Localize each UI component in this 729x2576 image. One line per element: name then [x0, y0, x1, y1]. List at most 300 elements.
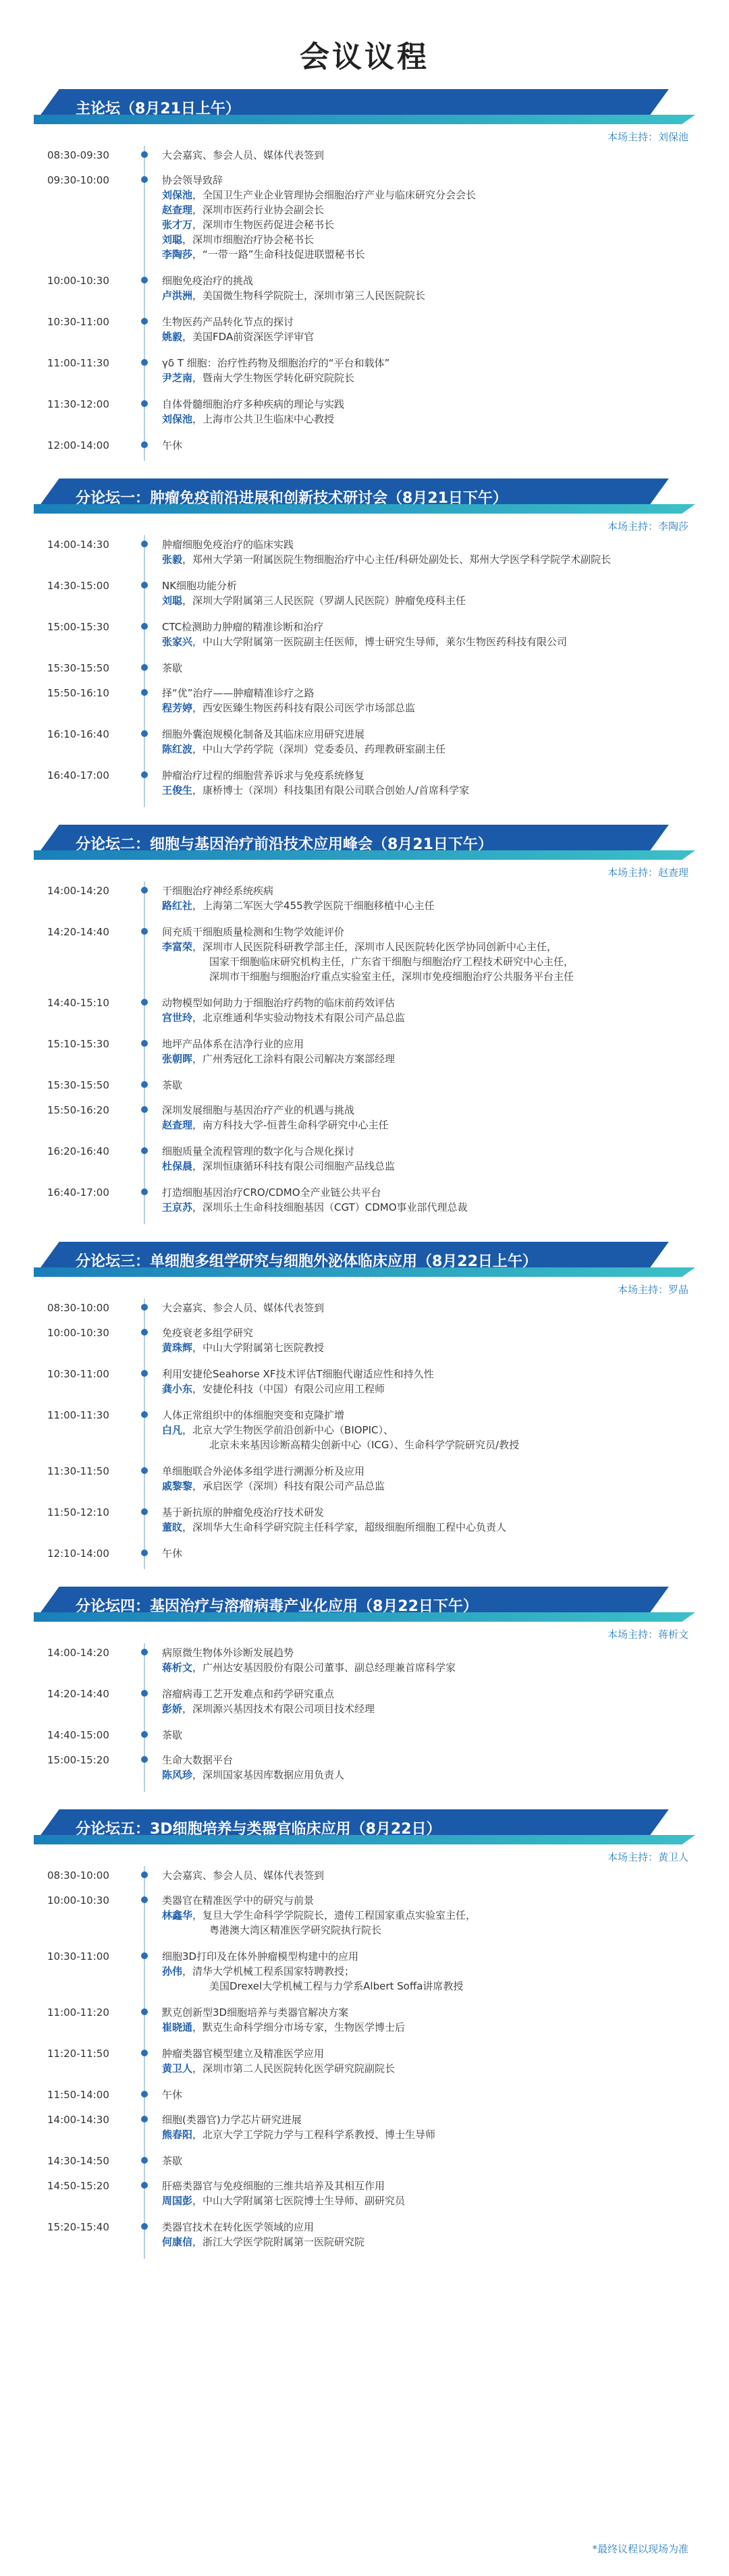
speaker-desc-continued: 北京未来基因诊断高精尖创新中心（ICG）、生命科学学院研究员/教授 — [209, 1439, 520, 1451]
agenda-list — [34, 535, 695, 807]
speaker-line: 崔晓通，默克生命科学细分市场专家，生物医学博士后 — [162, 2021, 406, 2033]
agenda-time: 11:00-11:20 — [47, 2006, 109, 2019]
session-host: 本场主持：李陶莎 — [607, 520, 688, 532]
agenda-content — [155, 1643, 695, 1684]
agenda-time: 15:20-15:40 — [47, 2221, 109, 2233]
timeline — [135, 1183, 155, 1224]
timeline-dot — [141, 2008, 148, 2015]
speaker-name: 何康信 — [162, 2236, 193, 2248]
speaker-line: 张毅，郑州大学第一附属医院生物细胞治疗中心主任/科研处副处长、郑州大学医学科学院学术副院长 — [162, 553, 612, 566]
agenda-topic: 细胞3D打印及在体外肿瘤模型构建中的应用 — [162, 1950, 359, 1963]
timeline-dot — [141, 999, 148, 1006]
timeline — [135, 1101, 155, 1142]
speaker-line: 王京苏，深圳乐土生命科技细胞基因（CGT）CDMO事业部代理总裁 — [162, 1201, 468, 1213]
agenda-list — [34, 1866, 695, 2259]
agenda-time: 15:00-15:20 — [47, 1754, 109, 1766]
agenda-content — [155, 354, 695, 395]
agenda-time: 10:30-11:00 — [47, 1950, 109, 1963]
speaker-line: 李陶莎，“一带一路”生命科技促进联盟秘书长 — [162, 248, 365, 261]
agenda-list — [34, 881, 695, 1224]
agenda-item — [34, 146, 695, 171]
session-banner — [34, 1242, 695, 1277]
speaker-desc: 广州秀冠化工涂料有限公司解决方案部经理 — [202, 1053, 396, 1065]
agenda-time: 14:20-14:40 — [47, 1688, 109, 1700]
speaker-line: 卢洪洲，美国微生物科学院院士，深圳市第三人民医院院长 — [162, 290, 426, 302]
agenda-time: 10:30-11:00 — [47, 1368, 109, 1380]
timeline — [135, 576, 155, 618]
timeline-dot — [141, 623, 148, 630]
agenda-content — [155, 535, 695, 576]
speaker-line: 王俊生，康桥博士（深圳）科技集团有限公司联合创始人/首席科学家 — [162, 784, 470, 796]
agenda-item — [34, 993, 695, 1035]
timeline — [135, 271, 155, 312]
speaker-line: 刘聪，深圳大学附属第三人民医院（罗湖人民医院）肿瘤免疫科主任 — [162, 595, 466, 607]
agenda-topic: 地坪产品体系在洁净行业的应用 — [162, 1038, 304, 1050]
agenda-time: 14:00-14:20 — [47, 1647, 109, 1659]
timeline-dot — [141, 1147, 148, 1154]
agenda-time: 09:30-10:00 — [47, 174, 109, 186]
speaker-name: 宫世玲 — [162, 1012, 193, 1024]
agenda-topic: 利用安捷伦Seahorse XF技术评估T细胞代谢适应性和持久性 — [162, 1368, 434, 1380]
timeline — [135, 1643, 155, 1684]
timeline-dot — [141, 1550, 148, 1556]
speaker-line: 熊春阳，北京大学工学院力学与工程科学系教授、博士生导师 — [162, 2129, 436, 2141]
speaker-name: 张才万 — [162, 219, 193, 231]
timeline-dot — [141, 359, 148, 366]
speaker-name: 戚黎黎 — [162, 1480, 193, 1492]
agenda-topic: 间充质干细胞质量检测和生物学效能评价 — [162, 926, 345, 938]
speaker-name: 黄珠辉 — [162, 1342, 193, 1354]
agenda-item — [34, 1947, 695, 2003]
speaker-name: 李富荣 — [162, 941, 193, 953]
agenda-content — [155, 1726, 695, 1751]
timeline-dot — [141, 1690, 148, 1697]
agenda-topic: 午休 — [162, 1547, 183, 1560]
speaker-desc: 全国卫生产业企业管理协会细胞治疗产业与临床研究分会会长 — [202, 189, 477, 201]
agenda-topic: 大会嘉宾、参会人员、媒体代表签到 — [162, 1869, 325, 1882]
session-title: 分论坛二：细胞与基因治疗前沿技术应用峰会（8月21日下午） — [76, 836, 493, 853]
agenda-topic: 类器官在精准医学中的研究与前景 — [162, 1894, 315, 1907]
agenda-time: 16:10-16:40 — [47, 728, 109, 740]
agenda-content — [155, 2044, 695, 2085]
speaker-line: 赵查理，南方科技大学-恒普生命科学研究中心主任 — [162, 1119, 389, 1131]
speaker-line: 刘保池，全国卫生产业企业管理协会细胞治疗产业与临床研究分会会长 — [162, 189, 477, 201]
timeline — [135, 993, 155, 1035]
timeline-dot — [141, 1896, 148, 1903]
speaker-name: 白凡 — [162, 1424, 183, 1436]
agenda-topic: 生命大数据平台 — [162, 1754, 234, 1766]
session-block — [34, 825, 695, 1224]
speaker-name: 张毅 — [162, 553, 183, 566]
agenda-item — [34, 576, 695, 618]
agenda-item — [34, 684, 695, 725]
agenda-item — [34, 312, 695, 354]
speaker-name: 王京苏 — [162, 1201, 193, 1213]
speaker-line: 路红社，上海第二军医大学455教学医院干细胞移植中心主任 — [162, 900, 435, 912]
agenda-time: 11:20-11:50 — [47, 2048, 109, 2060]
agenda-item — [34, 1076, 695, 1101]
speaker-desc: 郑州大学第一附属医院生物细胞治疗中心主任/科研处副处长、郑州大学医学科学院学术副院长 — [192, 553, 612, 566]
agenda-time: 15:00-15:30 — [47, 621, 109, 633]
speaker-desc: 深圳华大生命科学研究院主任科学家，超级细胞所细胞工程中心负责人 — [192, 1521, 507, 1533]
timeline — [135, 725, 155, 766]
speaker-name: 赵查理 — [162, 204, 193, 216]
agenda-topic: 自体骨髓细胞治疗多种疾病的理论与实践 — [162, 398, 345, 410]
timeline — [135, 684, 155, 725]
speaker-name: 卢洪洲 — [162, 290, 193, 302]
timeline — [135, 436, 155, 461]
speaker-name: 姚毅 — [162, 331, 183, 343]
speaker-name: 林鑫华 — [162, 1909, 193, 1921]
speaker-desc: 深圳源兴基因技术有限公司项目技术经理 — [192, 1703, 375, 1715]
agenda-topic: 基于新抗原的肿瘤免疫治疗技术研发 — [162, 1506, 325, 1518]
timeline-dot — [141, 1508, 148, 1515]
agenda-topic: 单细胞联合外泌体多组学进行溯源分析及应用 — [162, 1465, 365, 1477]
agenda-topic: γδ T 细胞：治疗性药物及细胞治疗的“平台和载体” — [162, 357, 390, 369]
agenda-item — [34, 1751, 695, 1792]
speaker-desc: 上海第二军医大学455教学医院干细胞移植中心主任 — [202, 900, 435, 912]
agenda-content — [155, 146, 695, 171]
session-title: 分论坛四：基因治疗与溶瘤病毒产业化应用（8月22日下午） — [76, 1598, 478, 1615]
timeline-dot — [141, 2050, 148, 2056]
timeline — [135, 535, 155, 576]
agenda-topic: 默克创新型3D细胞培养与类器官解决方案 — [162, 2006, 349, 2019]
agenda-topic: 细胞(类器官)力学芯片研究进展 — [162, 2114, 302, 2126]
agenda-item — [34, 436, 695, 461]
speaker-desc-continued: 粤港澳大湾区精准医学研究院执行院长 — [209, 1924, 382, 1936]
agenda-time: 14:40-15:10 — [47, 997, 109, 1009]
timeline — [135, 1365, 155, 1406]
session-block — [34, 1242, 695, 1569]
agenda-time: 14:00-14:30 — [47, 539, 109, 551]
speaker-desc: 深圳市人民医院科研教学部主任，深圳市人民医院转化医学协同创新中心主任， — [202, 941, 558, 953]
agenda-item — [34, 2044, 695, 2085]
agenda-topic: 动物模型如何助力于细胞治疗药物的临床前药效评估 — [162, 997, 396, 1009]
timeline — [135, 1503, 155, 1544]
agenda-content — [155, 1751, 695, 1792]
agenda-content — [155, 436, 695, 461]
agenda-time: 12:10-14:00 — [47, 1547, 109, 1560]
session-banner — [34, 825, 695, 860]
speaker-line-continued — [162, 1923, 695, 1938]
agenda-time: 14:00-14:30 — [47, 2114, 109, 2126]
agenda-content — [155, 1365, 695, 1406]
agenda-content — [155, 576, 695, 618]
timeline-dot — [141, 1649, 148, 1655]
agenda-item — [34, 725, 695, 766]
session-block — [34, 1809, 695, 2259]
speaker-desc: 中山大学附属第七医院博士生导师、副研究员 — [202, 2195, 406, 2207]
agenda-topic: 肝癌类器官与免疫细胞的三维共培养及其相互作用 — [162, 2180, 385, 2192]
agenda-content — [155, 1101, 695, 1142]
speaker-name: 彭娇 — [162, 1703, 183, 1715]
agenda-time: 10:00-10:30 — [47, 275, 109, 287]
agenda-content — [155, 1891, 695, 1947]
agenda-item — [34, 171, 695, 271]
agenda-topic: 溶瘤病毒工艺开发难点和药学研究重点 — [162, 1688, 335, 1700]
agenda-time: 14:20-14:40 — [47, 926, 109, 938]
timeline — [135, 1076, 155, 1101]
agenda-time: 14:40-15:00 — [47, 1729, 109, 1741]
agenda-content — [155, 1298, 695, 1323]
speaker-line: 张家兴，中山大学附属第一医院副主任医师，博士研究生导师，莱尔生物医药科技有限公司 — [162, 636, 568, 648]
agenda-content — [155, 2110, 695, 2152]
agenda-topic: 细胞外囊泡规模化制备及其临床应用研究进展 — [162, 728, 365, 740]
timeline-dot — [141, 1467, 148, 1474]
session-block — [34, 1587, 695, 1792]
speaker-desc: 上海市公共卫生临床中心教授 — [202, 413, 335, 425]
agenda-topic: 肿瘤类器官模型建立及精准医学应用 — [162, 2048, 325, 2060]
timeline-dot — [141, 1040, 148, 1047]
session-host: 本场主持：刘保池 — [607, 131, 688, 143]
agenda-content — [155, 659, 695, 684]
speaker-line-continued — [162, 954, 695, 969]
agenda-topic: NK细胞功能分析 — [162, 580, 238, 592]
speaker-line: 宫世玲，北京维通利华实验动物技术有限公司产品总监 — [162, 1012, 406, 1024]
agenda-item — [34, 2218, 695, 2259]
timeline — [135, 1462, 155, 1503]
timeline-dot — [141, 1756, 148, 1763]
speaker-line: 李富荣，深圳市人民医院科研教学部主任，深圳市人民医院转化医学协同创新中心主任， — [162, 941, 558, 953]
session-banner — [34, 478, 695, 514]
agenda-item — [34, 1891, 695, 1947]
speaker-name: 熊春阳 — [162, 2129, 193, 2141]
agenda-content — [155, 395, 695, 436]
agenda-content — [155, 1503, 695, 1544]
agenda-item — [34, 1035, 695, 1076]
timeline-dot — [141, 1304, 148, 1311]
timeline-dot — [141, 1081, 148, 1088]
speaker-desc: 复旦大学生命科学学院院长，遗传工程国家重点实验室主任， — [202, 1909, 477, 1921]
speaker-name: 杜保晨 — [162, 1160, 193, 1172]
agenda-content — [155, 1684, 695, 1726]
session-block — [34, 478, 695, 807]
agenda-topic: 茶歇 — [162, 1729, 183, 1741]
agenda-item — [34, 2110, 695, 2152]
session-host: 本场主持：罗晶 — [617, 1284, 688, 1296]
agenda-content — [155, 2176, 695, 2218]
timeline-dot — [141, 582, 148, 588]
agenda-topic: 大会嘉宾、参会人员、媒体代表签到 — [162, 149, 325, 161]
agenda-time: 15:30-15:50 — [47, 662, 109, 674]
speaker-name: 陈风珍 — [162, 1769, 193, 1781]
agenda-topic: 肿瘤治疗过程的细胞营养诉求与免疫系统修复 — [162, 769, 365, 782]
timeline-dot — [141, 2157, 148, 2164]
agenda-topic: 干细胞治疗神经系统疾病 — [162, 885, 274, 897]
timeline — [135, 1323, 155, 1365]
agenda-item — [34, 2176, 695, 2218]
agenda-content — [155, 923, 695, 993]
speaker-desc: 深圳市细胞治疗协会秘书长 — [192, 234, 315, 246]
session-title: 分论坛三：单细胞多组学研究与细胞外泌体临床应用（8月22日上午） — [76, 1253, 537, 1270]
speaker-line: 周国彭，中山大学附属第七医院博士生导师、副研究员 — [162, 2195, 406, 2207]
agenda-item — [34, 1183, 695, 1224]
agenda-time: 14:30-15:00 — [47, 580, 109, 592]
agenda-content — [155, 1183, 695, 1224]
session-title: 主论坛（8月21日上午） — [76, 101, 240, 117]
agenda-time: 08:30-10:00 — [47, 1302, 109, 1314]
agenda-topic: 协会领导致辞 — [162, 174, 223, 186]
speaker-line: 白凡，北京大学生物医学前沿创新中心（BIOPIC）、 — [162, 1424, 394, 1436]
speaker-desc-continued: 国家干细胞临床研究机构主任，广东省干细胞与细胞治疗工程技术研究中心主任， — [209, 956, 574, 968]
session-title: 分论坛五：3D细胞培养与类器官临床应用（8月22日） — [76, 1821, 441, 1838]
session-host: 本场主持：黄卫人 — [607, 1851, 688, 1863]
timeline — [135, 1298, 155, 1323]
speaker-line: 姚毅，美国FDA前资深医学评审官 — [162, 331, 315, 343]
speaker-desc: 深圳市生物医药促进会秘书长 — [202, 219, 335, 231]
timeline — [135, 923, 155, 993]
session-host: 本场主持：蒋析文 — [607, 1628, 688, 1641]
speaker-line: 尹芝南，暨南大学生物医学转化研究院院长 — [162, 372, 355, 384]
agenda-time: 14:50-15:20 — [47, 2180, 109, 2192]
agenda-content — [155, 1462, 695, 1503]
speaker-desc-continued: 深圳市干细胞与细胞治疗重点实验室主任，深圳市免疫细胞治疗公共服务平台主任 — [209, 970, 574, 983]
speaker-name: 董旼 — [162, 1521, 183, 1533]
agenda-content — [155, 1142, 695, 1183]
timeline-dot — [141, 1106, 148, 1113]
speaker-line: 戚黎黎，承启医学（深圳）科技有限公司产品总监 — [162, 1480, 385, 1492]
speaker-desc: 中山大学附属第七医院教授 — [202, 1342, 325, 1354]
timeline-dot — [141, 1411, 148, 1418]
speaker-desc-continued: 美国Drexel大学机械工程与力学系Albert Soffa讲席教授 — [209, 1980, 464, 1992]
speaker-line: 黄珠辉，中山大学附属第七医院教授 — [162, 1342, 325, 1354]
speaker-name: 刘保池 — [162, 413, 193, 425]
speaker-line: 陈风珍，深圳国家基因库数据应用负责人 — [162, 1769, 345, 1781]
timeline-dot — [141, 771, 148, 778]
agenda-item — [34, 766, 695, 807]
speaker-desc: 深圳市医药行业协会副会长 — [202, 204, 325, 216]
timeline-dot — [141, 2116, 148, 2122]
agenda-topic: 生物医药产品转化节点的探讨 — [162, 316, 294, 328]
agenda-topic: 茶歇 — [162, 662, 183, 674]
agenda-item — [34, 1726, 695, 1751]
agenda-content — [155, 1866, 695, 1891]
speaker-line: 陈红波，中山大学药学院（深圳）党委委员、药理教研室副主任 — [162, 743, 446, 755]
agenda-item — [34, 1365, 695, 1406]
speaker-desc: 深圳大学附属第三人民医院（罗湖人民医院）肿瘤免疫科主任 — [192, 595, 466, 607]
speaker-line: 孙伟，清华大学机械工程系国家特聘教授； — [162, 1965, 355, 1977]
timeline — [135, 2085, 155, 2110]
agenda-list — [34, 1298, 695, 1569]
timeline-dot — [141, 2182, 148, 2189]
speaker-desc: 北京大学生物医学前沿创新中心（BIOPIC）、 — [192, 1424, 394, 1436]
agenda-topic: 打造细胞基因治疗CRO/CDMO全产业链公共平台 — [162, 1186, 381, 1199]
timeline-dot — [141, 2223, 148, 2230]
agenda-item — [34, 354, 695, 395]
agenda-content — [155, 1035, 695, 1076]
page-title: 会议议程 — [300, 40, 429, 74]
timeline-dot — [141, 1188, 148, 1195]
footnote: *最终议程以现场为准 — [592, 2543, 688, 2555]
speaker-line-continued — [162, 969, 695, 984]
speaker-name: 尹芝南 — [162, 372, 193, 384]
speaker-line: 程芳婷，西安医臻生物医药科技有限公司医学市场部总监 — [162, 702, 416, 714]
agenda-time: 11:30-12:00 — [47, 398, 109, 410]
agenda-topic: 茶歇 — [162, 1079, 183, 1091]
timeline — [135, 1947, 155, 2003]
agenda-item — [34, 271, 695, 312]
speaker-desc: 深圳市第二人民医院转化医学研究院副院长 — [202, 2062, 396, 2075]
agenda-time: 15:50-16:20 — [47, 1104, 109, 1116]
timeline-dot — [141, 400, 148, 407]
timeline — [135, 171, 155, 271]
timeline — [135, 1726, 155, 1751]
agenda-content — [155, 171, 695, 271]
agenda-content — [155, 1076, 695, 1101]
speaker-name: 黄卫人 — [162, 2062, 193, 2075]
timeline — [135, 146, 155, 171]
session-banner — [34, 89, 695, 124]
timeline — [135, 1684, 155, 1726]
agenda-topic: 类器官技术在转化医学领域的应用 — [162, 2221, 315, 2233]
speaker-line: 黄卫人，深圳市第二人民医院转化医学研究院副院长 — [162, 2062, 396, 2075]
agenda-time: 12:00-14:00 — [47, 439, 109, 451]
agenda-item — [34, 1684, 695, 1726]
speaker-line-continued — [162, 1979, 695, 1994]
sessions-container — [0, 89, 729, 2259]
timeline — [135, 881, 155, 923]
timeline — [135, 618, 155, 659]
agenda-time: 15:50-16:10 — [47, 687, 109, 699]
agenda-content — [155, 2085, 695, 2110]
speaker-desc: 广州达安基因股份有限公司董事、副总经理兼首席科学家 — [202, 1662, 456, 1674]
speaker-desc: 浙江大学医学院附属第一医院研究院 — [202, 2236, 365, 2248]
session-block — [34, 89, 695, 461]
agenda-time: 10:00-10:30 — [47, 1894, 109, 1907]
agenda-content — [155, 1406, 695, 1462]
speaker-desc: 安捷伦科技（中国）有限公司应用工程师 — [202, 1383, 385, 1395]
speaker-desc: 康桥博士（深圳）科技集团有限公司联合创始人/首席科学家 — [202, 784, 470, 796]
agenda-content — [155, 993, 695, 1035]
timeline-dot — [141, 928, 148, 935]
speaker-line: 杜保晨，深圳恒康循环科技有限公司细胞产品线总监 — [162, 1160, 396, 1172]
speaker-desc: 清华大学机械工程系国家特聘教授； — [192, 1965, 355, 1977]
agenda-topic: CTC检测助力肿瘤的精准诊断和治疗 — [162, 621, 324, 633]
timeline — [135, 1544, 155, 1569]
timeline-dot — [141, 1952, 148, 1959]
agenda-time: 11:30-11:50 — [47, 1465, 109, 1477]
speaker-name: 周国彭 — [162, 2195, 193, 2207]
agenda-content — [155, 312, 695, 354]
speaker-name: 张家兴 — [162, 636, 193, 648]
agenda-item — [34, 659, 695, 684]
timeline-dot — [141, 1329, 148, 1336]
timeline — [135, 395, 155, 436]
agenda-content — [155, 1544, 695, 1569]
agenda-list — [34, 146, 695, 461]
agenda-time: 16:40-17:00 — [47, 1186, 109, 1199]
speaker-name: 陈红波 — [162, 743, 193, 755]
speaker-line: 何康信，浙江大学医学院附属第一医院研究院 — [162, 2236, 365, 2248]
agenda-topic: 病原微生物体外诊断发展趋势 — [162, 1647, 294, 1659]
timeline — [135, 1406, 155, 1462]
timeline — [135, 2110, 155, 2152]
speaker-line: 刘保池，上海市公共卫生临床中心教授 — [162, 413, 335, 425]
agenda-topic: 细胞质量全流程管理的数字化与合规化探讨 — [162, 1145, 355, 1157]
speaker-line: 龚小东，安捷伦科技（中国）有限公司应用工程师 — [162, 1383, 385, 1395]
speaker-name: 刘聪 — [162, 595, 183, 607]
speaker-desc: 美国微生物科学院院士，深圳市第三人民医院院长 — [202, 290, 426, 302]
agenda-topic: 细胞免疫治疗的挑战 — [162, 275, 254, 287]
agenda-content — [155, 2003, 695, 2044]
timeline-dot — [141, 1731, 148, 1738]
speaker-line: 刘聪，深圳市细胞治疗协会秘书长 — [162, 234, 315, 246]
timeline-dot — [141, 176, 148, 183]
timeline-dot — [141, 1370, 148, 1377]
agenda-item — [34, 2152, 695, 2176]
agenda-item — [34, 1323, 695, 1365]
speaker-name: 张朝晖 — [162, 1053, 193, 1065]
